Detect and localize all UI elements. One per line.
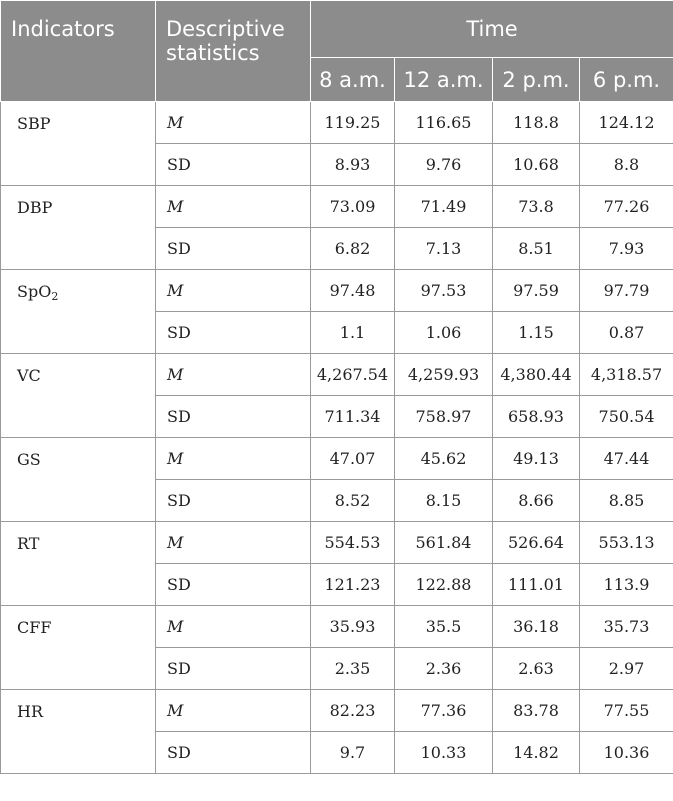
table-row <box>1 438 673 480</box>
stat-label-sd: SD <box>156 480 311 522</box>
stat-label-mean: M <box>156 690 311 732</box>
stat-label-mean: M <box>156 270 311 312</box>
indicator-cell <box>1 102 156 186</box>
sd-value-cell: 758.97 <box>395 396 493 438</box>
mean-value-cell: 77.36 <box>395 690 493 732</box>
mean-value-cell: 83.78 <box>493 690 580 732</box>
mean-value-cell: 73.8 <box>493 186 580 228</box>
sd-value-cell: 7.93 <box>580 228 673 270</box>
indicator-label: SBP <box>17 114 51 133</box>
stat-label-mean: M <box>156 186 311 228</box>
sd-value-cell: 2.35 <box>311 648 395 690</box>
mean-value-cell: 35.5 <box>395 606 493 648</box>
mean-value-cell: 4,380.44 <box>493 354 580 396</box>
sd-value-cell: 8.8 <box>580 144 673 186</box>
stat-label-mean: M <box>156 438 311 480</box>
sd-value-cell: 113.9 <box>580 564 673 606</box>
mean-value-cell: 97.53 <box>395 270 493 312</box>
table-row <box>1 522 673 564</box>
stat-label-mean: M <box>156 354 311 396</box>
indicator-label: DBP <box>17 198 53 217</box>
table-row <box>1 186 673 228</box>
header-descriptive-line1: Descriptive <box>166 17 285 41</box>
sd-value-cell: 8.85 <box>580 480 673 522</box>
indicator-cell <box>1 522 156 606</box>
mean-value-cell: 71.49 <box>395 186 493 228</box>
sd-value-cell: 10.33 <box>395 732 493 774</box>
header-time-2pm: 2 p.m. <box>493 58 580 102</box>
indicator-label: CFF <box>17 618 52 637</box>
stat-label-sd: SD <box>156 312 311 354</box>
table-body <box>1 102 673 774</box>
sd-value-cell: 750.54 <box>580 396 673 438</box>
sd-value-cell: 8.51 <box>493 228 580 270</box>
sd-value-cell: 6.82 <box>311 228 395 270</box>
stat-label-sd: SD <box>156 564 311 606</box>
sd-value-cell: 8.15 <box>395 480 493 522</box>
indicator-label: RT <box>17 534 40 553</box>
stat-label-sd: SD <box>156 144 311 186</box>
stat-label-sd: SD <box>156 732 311 774</box>
header-time-6pm: 6 p.m. <box>580 58 673 102</box>
sd-value-cell: 10.68 <box>493 144 580 186</box>
sd-value-cell: 111.01 <box>493 564 580 606</box>
mean-value-cell: 553.13 <box>580 522 673 564</box>
stat-label-sd: SD <box>156 228 311 270</box>
header-time: Time <box>311 1 673 58</box>
mean-value-cell: 561.84 <box>395 522 493 564</box>
stat-label-sd: SD <box>156 648 311 690</box>
sd-value-cell: 10.36 <box>580 732 673 774</box>
indicator-cell <box>1 186 156 270</box>
header-descriptive-line2: statistics <box>166 41 260 65</box>
mean-value-cell: 36.18 <box>493 606 580 648</box>
mean-value-cell: 4,267.54 <box>311 354 395 396</box>
mean-value-cell: 47.44 <box>580 438 673 480</box>
sd-value-cell: 2.36 <box>395 648 493 690</box>
indicator-label: HR <box>17 702 43 721</box>
table-row <box>1 270 673 312</box>
mean-value-cell: 47.07 <box>311 438 395 480</box>
table-header <box>1 1 673 102</box>
mean-value-cell: 49.13 <box>493 438 580 480</box>
mean-value-cell: 77.26 <box>580 186 673 228</box>
indicator-cell <box>1 438 156 522</box>
mean-value-cell: 4,259.93 <box>395 354 493 396</box>
sd-value-cell: 8.93 <box>311 144 395 186</box>
indicator-label: SpO <box>17 282 52 301</box>
sd-value-cell: 2.97 <box>580 648 673 690</box>
mean-value-cell: 124.12 <box>580 102 673 144</box>
sd-value-cell: 7.13 <box>395 228 493 270</box>
indicator-subscript: 2 <box>51 290 59 303</box>
mean-value-cell: 119.25 <box>311 102 395 144</box>
sd-value-cell: 1.15 <box>493 312 580 354</box>
sd-value-cell: 658.93 <box>493 396 580 438</box>
indicator-cell <box>1 270 156 354</box>
stat-label-mean: M <box>156 606 311 648</box>
sd-value-cell: 9.7 <box>311 732 395 774</box>
sd-value-cell: 9.76 <box>395 144 493 186</box>
mean-value-cell: 45.62 <box>395 438 493 480</box>
sd-value-cell: 1.1 <box>311 312 395 354</box>
indicator-label: VC <box>17 366 41 385</box>
table-row <box>1 354 673 396</box>
mean-value-cell: 77.55 <box>580 690 673 732</box>
stat-label-mean: M <box>156 522 311 564</box>
mean-value-cell: 97.48 <box>311 270 395 312</box>
stat-label-sd: SD <box>156 396 311 438</box>
header-time-12am: 12 a.m. <box>395 58 493 102</box>
sd-value-cell: 8.52 <box>311 480 395 522</box>
indicator-cell <box>1 690 156 774</box>
stat-label-mean: M <box>156 102 311 144</box>
indicator-label: GS <box>17 450 41 469</box>
mean-value-cell: 35.73 <box>580 606 673 648</box>
mean-value-cell: 73.09 <box>311 186 395 228</box>
mean-value-cell: 526.64 <box>493 522 580 564</box>
header-time-8am: 8 a.m. <box>311 58 395 102</box>
sd-value-cell: 8.66 <box>493 480 580 522</box>
mean-value-cell: 97.79 <box>580 270 673 312</box>
sd-value-cell: 2.63 <box>493 648 580 690</box>
mean-value-cell: 4,318.57 <box>580 354 673 396</box>
sd-value-cell: 121.23 <box>311 564 395 606</box>
sd-value-cell: 14.82 <box>493 732 580 774</box>
header-indicators: Indicators <box>1 1 156 102</box>
mean-value-cell: 116.65 <box>395 102 493 144</box>
indicator-cell <box>1 354 156 438</box>
mean-value-cell: 82.23 <box>311 690 395 732</box>
sd-value-cell: 122.88 <box>395 564 493 606</box>
header-descriptive-statistics <box>156 1 311 102</box>
sd-value-cell: 0.87 <box>580 312 673 354</box>
mean-value-cell: 554.53 <box>311 522 395 564</box>
indicator-cell <box>1 606 156 690</box>
mean-value-cell: 97.59 <box>493 270 580 312</box>
table-row <box>1 102 673 144</box>
sd-value-cell: 1.06 <box>395 312 493 354</box>
mean-value-cell: 118.8 <box>493 102 580 144</box>
sd-value-cell: 711.34 <box>311 396 395 438</box>
table-row <box>1 690 673 732</box>
table-row <box>1 606 673 648</box>
mean-value-cell: 35.93 <box>311 606 395 648</box>
